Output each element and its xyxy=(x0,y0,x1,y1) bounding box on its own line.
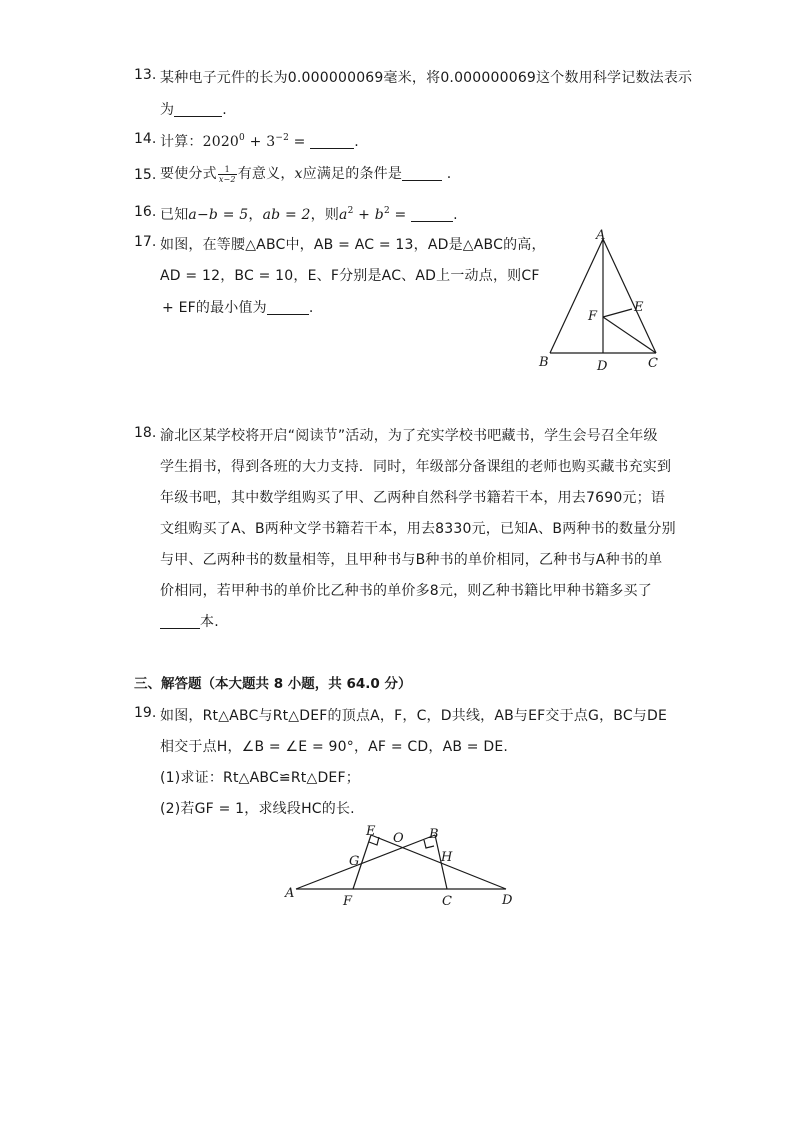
question-number: 17. xyxy=(134,234,157,250)
label-D: D xyxy=(597,359,608,374)
figure-19-triangles xyxy=(278,820,528,912)
segment-EF xyxy=(603,309,632,317)
side-AC xyxy=(603,239,656,353)
label-E: E xyxy=(366,824,376,839)
question-number: 13. xyxy=(134,67,157,83)
label-F: F xyxy=(343,894,353,909)
question-number: 18. xyxy=(134,425,157,441)
question-text-line2: 相交于点H，∠B = ∠E = 90°，AF = CD，AB = DE. xyxy=(160,739,509,755)
figure-17-triangle xyxy=(530,225,670,375)
question-text-line3: 年级书吧，其中数学组购买了甲、乙两种自然科学书籍若干本，用去7690元；语 xyxy=(160,490,666,506)
segment-AB xyxy=(296,835,435,889)
question-text-line2: AD = 12，BC = 10，E、F分别是AC、AD上一动点，则CF xyxy=(160,268,540,284)
answer-blank xyxy=(402,166,442,181)
label-A: A xyxy=(596,228,606,243)
question-text-line7: 本. xyxy=(160,611,219,631)
question-text: 某种电子元件的长为0.000000069毫米，将0.000000069这个数用科学记数法表示 xyxy=(160,70,693,86)
answer-blank xyxy=(174,102,222,117)
question-number: 15. xyxy=(134,167,157,183)
answer-blank xyxy=(267,300,309,315)
question-text: 要使分式 $\frac{1}{x-2}$ 有意义，x应满足的条件是 . xyxy=(160,164,452,184)
answer-blank xyxy=(310,134,354,149)
section-heading: 三、解答题（本大题共 8 小题，共 64.0 分） xyxy=(134,676,412,692)
label-C: C xyxy=(442,894,452,909)
question-number: 19. xyxy=(134,705,157,721)
label-C: C xyxy=(648,356,658,371)
question-text-line2: 学生捐书，得到各班的大力支持．同时，年级部分备课组的老师也购买藏书充实到 xyxy=(160,459,672,475)
question-part-1: (1)求证：Rt△ABC≌Rt△DEF； xyxy=(160,770,360,786)
side-AB xyxy=(550,239,603,353)
label-H: H xyxy=(441,850,453,865)
segment-DE xyxy=(371,835,506,889)
label-G: G xyxy=(349,854,360,869)
question-number: 14. xyxy=(134,131,157,147)
question-text-line1: 如图，Rt△ABC与Rt△DEF的顶点A，F，C，D共线，AB与EF交于点G，BC与DE xyxy=(160,708,668,724)
question-text: 如图，在等腰△ABC中，AB = AC = 13，AD是△ABC的高， xyxy=(160,237,546,253)
question-text-line4: 文组购买了A、B两种文学书籍若干本，用去8330元，已知A、B两种书的数量分别 xyxy=(160,521,676,537)
question-text-line2: 为 . xyxy=(160,102,227,118)
label-E: E xyxy=(634,300,644,315)
question-text-line5: 与甲、乙两种书的数量相等，且甲种书与B种书的单价相同，乙种书与A种书的单 xyxy=(160,552,663,568)
label-B: B xyxy=(429,827,439,842)
question-part-2: (2)若GF = 1，求线段HC的长. xyxy=(160,801,355,817)
question-text-line1: 渝北区某学校将开启“阅读节”活动，为了充实学校书吧藏书，学生会号召全年级 xyxy=(160,428,658,444)
label-A: A xyxy=(285,886,295,901)
question-text-line6: 价相同，若甲种书的单价比乙种书的单价多8元，则乙种书籍比甲种书籍多买了 xyxy=(160,583,652,599)
answer-blank xyxy=(160,614,200,629)
fraction: $\frac{1}{x-2}$ xyxy=(218,164,236,184)
question-text: 计算：$2020^0 + 3^{-2}$ = . xyxy=(160,133,359,150)
question-text-line3: + EF的最小值为 . xyxy=(162,300,314,316)
label-O: O xyxy=(393,831,404,846)
label-F: F xyxy=(588,309,598,324)
question-number: 16. xyxy=(134,204,157,220)
label-B: B xyxy=(539,355,549,370)
label-D: D xyxy=(502,893,513,908)
question-text: 已知a−b = 5，ab = 2，则$a^2 + b^2$ = . xyxy=(160,206,458,223)
answer-blank xyxy=(411,207,453,222)
